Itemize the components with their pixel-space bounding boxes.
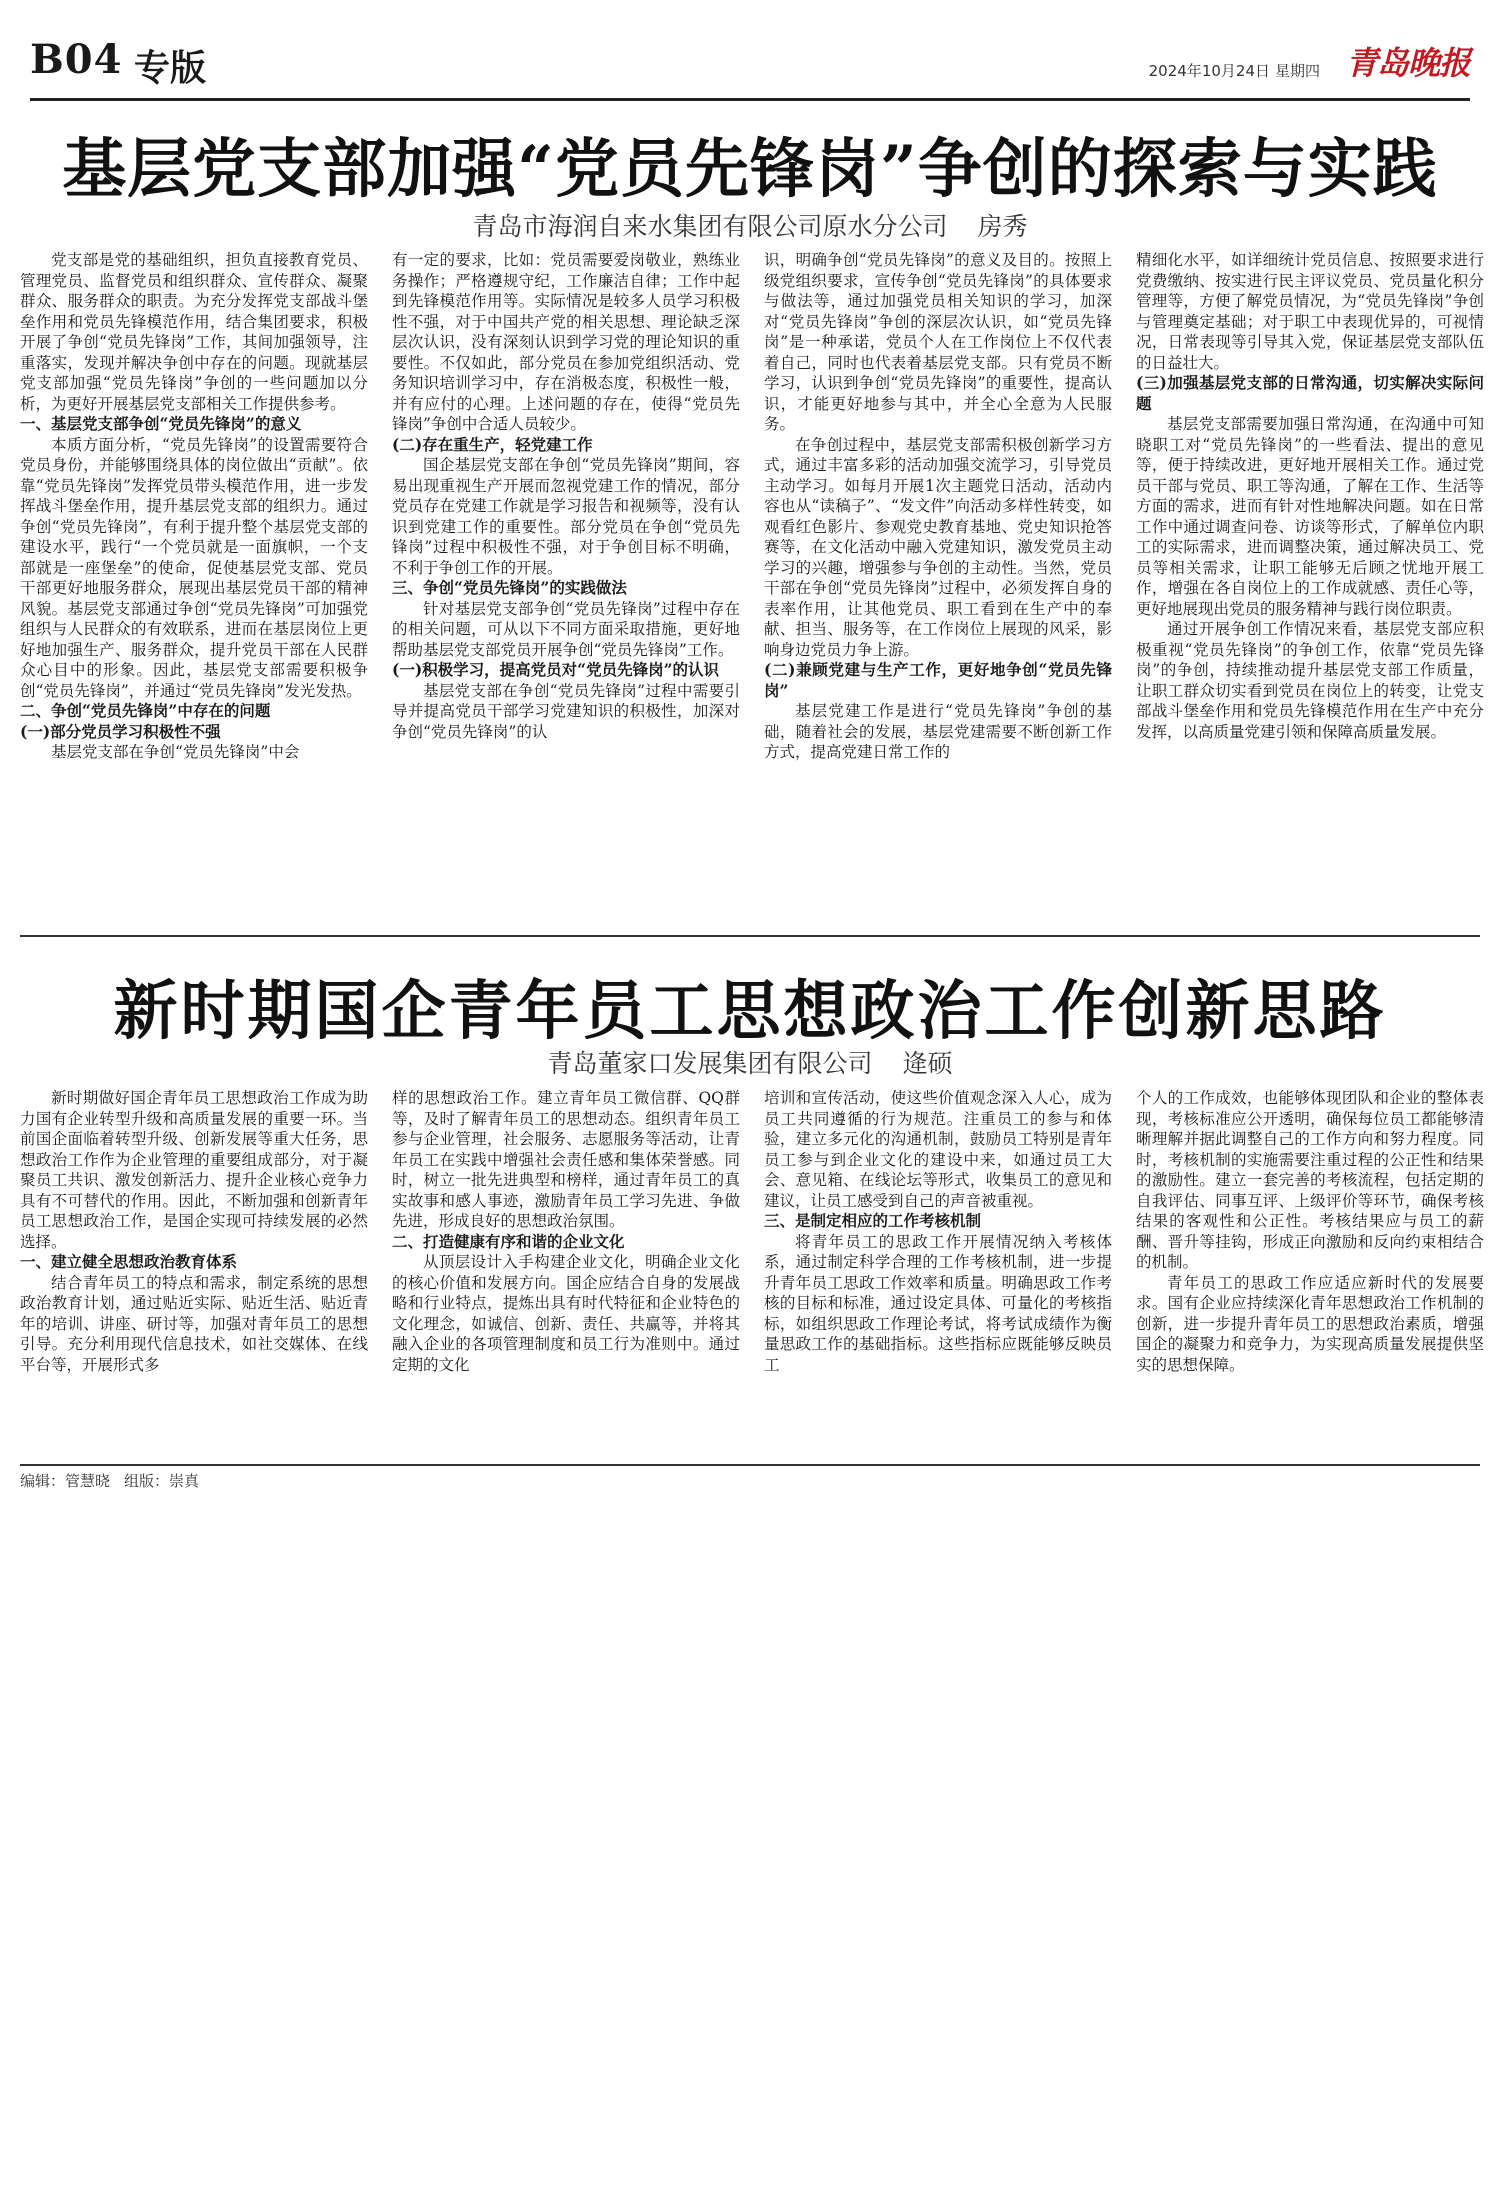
paragraph: 识，明确争创“党员先锋岗”的意义及目的。按照上级党组织要求，宣传争创“党员先锋岗”的具体要求与做法等，通过加强党员相关知识的学习，加深对“党员先锋岗”争创的深层次认识，如“党员先锋岗”是一种承诺，党员个人在工作岗位上不仅代表着自己，同时也代表着基层党支部。只有党员不断学习，认识到争创“党员先锋岗”的重要性，提高认识，才能更好地参与其中，并全心全意为人民服务。 bbox=[764, 251, 1112, 433]
article1-column-3 bbox=[764, 250, 1112, 910]
article2-column-2 bbox=[392, 1088, 740, 1423]
editor-credit: 编辑：管慧晓 bbox=[20, 1472, 111, 1490]
section-heading: (一)积极学习，提高党员对“党员先锋岗”的认识 bbox=[392, 660, 719, 679]
paragraph: 个人的工作成效，也能够体现团队和企业的整体表现，考核标准应公开透明，确保每位员工都能够清晰理解并据此调整自己的工作方向和努力程度。同时，考核机制的实施需要注重过程的公正性和结果的激励性。建立一套完善的考核流程，包括定期的自我评估、同事互评、上级评价等环节，确保考核结果的客观性和公正性。考核结果应与员工的薪酬、晋升等挂钩，形成正向激励和反向约束相结合的机制。 bbox=[1136, 1089, 1484, 1271]
paragraph: 样的思想政治工作。建立青年员工微信群、QQ群等，及时了解青年员工的思想动态。组织青年员工参与企业管理，社会服务、志愿服务等活动，让青年员工在实践中增强社会责任感和集体荣誉感。同时，树立一批先进典型和榜样，通过青年员工的真实故事和感人事迹，激励青年员工学习先进、争做先进，形成良好的思想政治氛围。 bbox=[392, 1089, 740, 1230]
paragraph: 基层党支部在争创“党员先锋岗”过程中需要引导并提高党员干部学习党建知识的积极性，加深对争创“党员先锋岗”的认 bbox=[392, 681, 740, 741]
section-heading: 二、争创“党员先锋岗”中存在的问题 bbox=[20, 701, 271, 720]
article1-column-4 bbox=[1136, 250, 1484, 910]
layout-credit: 组版：崇真 bbox=[124, 1472, 200, 1490]
section-heading: 三、争创“党员先锋岗”的实践做法 bbox=[392, 578, 627, 597]
section-heading: (二)存在重生产，轻党建工作 bbox=[392, 434, 593, 454]
section-heading: 一、建立健全思想政治教育体系 bbox=[20, 1252, 238, 1271]
paragraph: 培训和宣传活动，使这些价值观念深入人心，成为员工共同遵循的行为规范。注重员工的参与和体验，建立多元化的沟通机制，鼓励员工特别是青年员工参与到企业文化的建设中来，如通过员工大会、意见箱、在线论坛等形式，收集员工的意见和建议，让员工感受到自己的声音被重视。 bbox=[764, 1089, 1112, 1210]
paragraph: 在争创过程中，基层党支部需积极创新学习方式，通过丰富多彩的活动加强交流学习，引导党员主动学习。如每月开展1次主题党日活动，活动内容也从“读稿子”、“发文件”向活动多样性转变，如观看红色影片、参观党史教育基地、党史知识抢答赛等，在文化活动中融入党建知识，激发党员主动学习的兴趣，增强参与争创的主动性。当然，党员干部在争创“党员先锋岗”过程中，必须发挥自身的表率作用，让其他党员、职工看到在生产中的奉献、担当、服务等，在工作岗位上展现的风采，影响身边党员力争上游。 bbox=[764, 435, 1112, 659]
article1-column-1 bbox=[20, 250, 368, 910]
article2-author: 逄硕 bbox=[902, 1049, 953, 1078]
paragraph: 基层党支部在争创“党员先锋岗”中会 bbox=[51, 743, 300, 761]
article-divider bbox=[20, 935, 1480, 937]
article2-column-4 bbox=[1136, 1088, 1484, 1423]
paragraph: 精细化水平，如详细统计党员信息、按照要求进行党费缴纳、按实进行民主评议党员、党员量化积分管理等，方便了解党员情况，为“党员先锋岗”争创与管理奠定基础；对于职工中表现优异的，可视情况，日常表现等引导其入党，保证基层党支部队伍的日益壮大。 bbox=[1136, 251, 1484, 372]
paragraph: 基层党支部需要加强日常沟通，在沟通中可知晓职工对“党员先锋岗”的一些看法、提出的意见等，便于持续改进，更好地开展相关工作。通过党员干部与党员、职工等沟通，了解在工作、生活等方面的需求，进而有针对性地解决问题。如在日常工作中通过调查问卷、访谈等形式，了解单位内职工的实际需求，进而调整决策，通过解决员工、党员等相关需求，让职工能够无后顾之忧地开展工作，增强在各自岗位上的工作成就感、责任心等，更好地展现出党员的服务精神与践行岗位职责。 bbox=[1136, 415, 1484, 618]
paragraph: 通过开展争创工作情况来看，基层党支部应积极重视“党员先锋岗”的争创工作，依靠“党员先锋岗”的争创，持续推动提升基层党支部工作质量，让职工群众切实看到党员在岗位上的转变，让党支部战斗堡垒作用和党员先锋模范作用在生产中充分发挥，以高质量党建引领和保障高质量发展。 bbox=[1136, 620, 1484, 741]
paragraph: 新时期做好国企青年员工思想政治工作成为助力国有企业转型升级和高质量发展的重要一环。当前国企面临着转型升级、创新发展等重大任务，思想政治工作作为企业管理的重要组成部分，对于凝聚员工共识、激发创新活力、提升企业核心竞争力具有不可替代的作用。因此，不断加强和创新青年员工思想政治工作，是国企实现可持续发展的必然选择。 bbox=[20, 1089, 368, 1251]
page-number: B04 bbox=[30, 36, 123, 83]
paragraph: 从顶层设计入手构建企业文化，明确企业文化的核心价值和发展方向。国企应结合自身的发展战略和行业特点，提炼出具有时代特征和企业特色的文化理念，如诚信、创新、责任、共赢等，并将其融入企业的各项管理制度和员工行为准则中。通过定期的文化 bbox=[392, 1253, 740, 1374]
article2-title: 新时期国企青年员工思想政治工作创新思路 bbox=[113, 974, 1387, 1049]
article1-body bbox=[20, 250, 1484, 910]
paragraph: 有一定的要求，比如：党员需要爱岗敬业，熟练业务操作；严格遵规守纪，工作廉洁自律；工作中起到先锋模范作用等。实际情况是较多人员学习积极性不强，对于中国共产党的相关思想、理论缺乏深层次认识，没有深刻认识到学习党的理论知识的重要性。不仅如此，部分党员在参加党组织活动、党务知识培训学习中，存在消极态度，积极性一般，并有应付的心理。上述问题的存在，使得“党员先锋岗”争创中合适人员较少。 bbox=[392, 251, 740, 433]
section-heading: 三、是制定相应的工作考核机制 bbox=[764, 1211, 982, 1230]
section-heading: (二)兼顾党建与生产工作，更好地争创“党员先锋岗” bbox=[764, 660, 1112, 700]
masthead-logo: 青岛晚报 bbox=[1345, 44, 1470, 82]
article1-column-2 bbox=[392, 250, 740, 910]
section-heading: 一、基层党支部争创“党员先锋岗”的意义 bbox=[20, 414, 302, 433]
paragraph: 党支部是党的基础组织，担负直接教育党员、管理党员、监督党员和组织群众、宣传群众、凝聚群众、服务群众的职责。为充分发挥党支部战斗堡垒作用和党员先锋模范作用，结合集团要求，积极开展了争创“党员先锋岗”工作，其间加强领导，注重落实，发现并解决争创中存在的问题。现就基层党支部加强“党员先锋岗”争创的一些问题加以分析，为更好开展基层党支部相关工作提供参考。 bbox=[20, 251, 368, 413]
paragraph: 本质方面分析，“党员先锋岗”的设置需要符合党员身份，并能够围绕具体的岗位做出“贡献”。依靠“党员先锋岗”发挥党员带头模范作用，进一步发挥战斗堡垒作用，提升基层党支部的组织力。通过争创“党员先锋岗”，有利于提升整个基层党支部的建设水平，践行“一个党员就是一面旗帜，一个支部就是一座堡垒”的使命，促使基层党支部、党员干部更好地服务群众，展现出基层党员干部的精神风貌。基层党支部通过争创“党员先锋岗”可加强党组织与人民群众的有效联系，进而在基层岗位上更好地加强生产、服务群众，提升党员干部在人民群众心目中的形象。因此，基层党支部需要积极争创“党员先锋岗”，并通过“党员先锋岗”发光发热。 bbox=[20, 435, 368, 700]
paragraph: 结合青年员工的特点和需求，制定系统的思想政治教育计划，通过贴近实际、贴近生活、贴近青年的培训、讲座、研讨等，加强对青年员工的思想引导。充分利用现代信息技术，如社交媒体、在线平台等，开展形式多 bbox=[20, 1273, 368, 1374]
article1-byline bbox=[0, 207, 1500, 243]
section-name: 专版 bbox=[134, 47, 207, 89]
article2-column-3 bbox=[764, 1088, 1112, 1423]
article2-column-1 bbox=[20, 1088, 368, 1423]
section-heading: 二、打造健康有序和谐的企业文化 bbox=[392, 1231, 625, 1251]
article2-body bbox=[20, 1088, 1484, 1423]
page-credits bbox=[20, 1470, 199, 1491]
issue-weekday: 星期四 bbox=[1274, 62, 1320, 80]
paragraph: 针对基层党支部争创“党员先锋岗”过程中存在的相关问题，可从以下不同方面采取措施，更好地帮助基层党支部党员开展争创“党员先锋岗”工作。 bbox=[392, 599, 740, 659]
page-header bbox=[30, 30, 1470, 101]
section-heading: (一)部分党员学习积极性不强 bbox=[20, 721, 221, 741]
footer-divider bbox=[20, 1464, 1480, 1466]
paragraph: 国企基层党支部在争创“党员先锋岗”期间，容易出现重视生产开展而忽视党建工作的情况，部分党员存在党建工作就是学习报告和视频等，没有认识到党建工作的重要性。部分党员在争创“党员先锋岗”过程中积极性不强，对于争创目标不明确，不利于争创工作的开展。 bbox=[392, 456, 740, 577]
section-heading: (三)加强基层党支部的日常沟通，切实解决实际问题 bbox=[1136, 373, 1484, 413]
paragraph: 青年员工的思政工作应适应新时代的发展要求。国有企业应持续深化青年思想政治工作机制的创新，进一步提升青年员工的思想政治素质，增强国企的凝聚力和竞争力，为实现高质量发展提供坚实的思想保障。 bbox=[1136, 1273, 1484, 1374]
article1-author-org: 青岛市海润自来水集团有限公司原水分公司 bbox=[472, 212, 948, 241]
article2-byline bbox=[0, 1044, 1500, 1080]
article1-author: 房秀 bbox=[977, 212, 1028, 241]
issue-date: 2024年10月24日 bbox=[1148, 62, 1270, 80]
article2-author-org: 青岛董家口发展集团有限公司 bbox=[547, 1049, 873, 1078]
paragraph: 将青年员工的思政工作开展情况纳入考核体系，通过制定科学合理的工作考核机制，进一步提升青年员工思政工作效率和质量。明确思政工作考核的目标和标准，通过设定具体、可量化的考核指标，如组织思政工作理论考试，将考试成绩作为衡量思政工作的基础指标。这些指标应既能够反映员工 bbox=[764, 1232, 1112, 1374]
paragraph: 基层党建工作是进行“党员先锋岗”争创的基础，随着社会的发展，基层党建需要不断创新工作方式，提高党建日常工作的 bbox=[764, 702, 1112, 761]
article1-title: 基层党支部加强“党员先锋岗”争创的探索与实践 bbox=[62, 132, 1438, 207]
